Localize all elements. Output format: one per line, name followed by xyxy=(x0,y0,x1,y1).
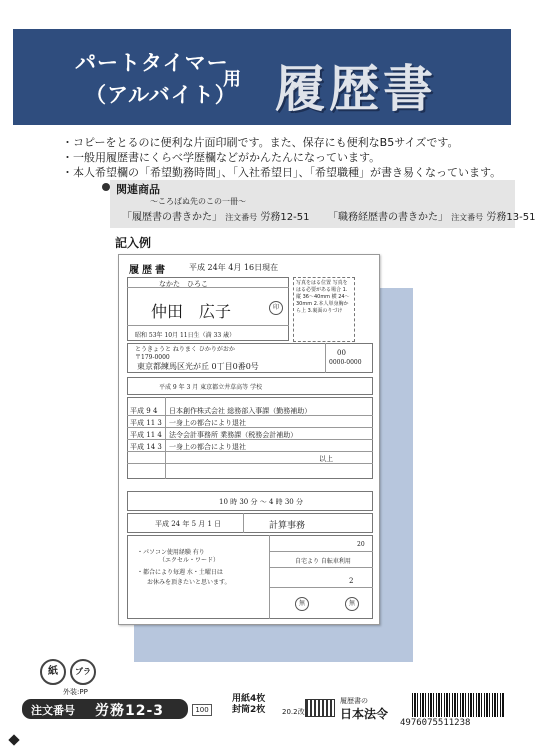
desired-hours: 10 時 30 分 〜 4 時 30 分 xyxy=(219,498,303,506)
feature-list xyxy=(62,135,501,180)
brand-logo-icon xyxy=(305,699,335,717)
related-item-b-code: 労務13-51 xyxy=(486,212,535,223)
barcode-icon xyxy=(412,693,504,717)
history-row-line xyxy=(127,451,373,452)
related-label: 関連商品 xyxy=(116,183,160,196)
history-text: 一身上の都合により退社 xyxy=(169,419,246,427)
related-item-b-order-label: 注文番号 xyxy=(451,213,484,222)
related-item-a-code: 労務12-51 xyxy=(260,212,310,223)
start-date: 平成 24 年 5 月 1 日 xyxy=(155,520,222,528)
notes-divider xyxy=(269,535,270,619)
history-end: 以上 xyxy=(319,455,333,463)
example-label: 記入例 xyxy=(115,236,152,250)
history-row: 平成 11 4 xyxy=(130,431,162,439)
birth-divider xyxy=(127,325,289,326)
related-item-a-title: 「履歴書の書きかた」 xyxy=(122,212,222,223)
price-code: 100 xyxy=(192,704,212,716)
barcode-number: 4976075511238 xyxy=(400,718,471,728)
history-row: 平成 9 4 xyxy=(130,407,158,415)
plastic-recycle-icon: プラ xyxy=(70,659,96,685)
desired-job: 計算事務 xyxy=(269,521,306,531)
phone-area: 00 xyxy=(337,349,346,357)
birth-date: 昭和 53年 10月 11日生（満 33 歳） xyxy=(135,332,236,339)
spec-sheets: 用紙4枚 xyxy=(232,694,266,704)
related-item-b xyxy=(328,208,535,223)
related-products xyxy=(110,180,535,228)
phone-number: 0000-0000 xyxy=(329,359,362,366)
history-text: 法令会計事務所 業務課（税務会計補助） xyxy=(169,431,298,439)
history-text: 一身上の都合により退社 xyxy=(169,443,246,451)
order-label: 注文番号 xyxy=(31,704,75,717)
side-row-line xyxy=(269,567,373,568)
related-item-b-title: 「職務経歴書の書きかた」 xyxy=(328,212,448,223)
package-spec xyxy=(232,694,265,716)
feature-item: ・本人希望欄の「希望勤務時間」、「入社希望日」、「希望職種」が書き易くなっています。 xyxy=(62,166,502,179)
title-banner xyxy=(13,29,511,125)
spouse-mark-icon: 無 xyxy=(295,597,309,611)
history-divider xyxy=(165,397,166,479)
history-text: 日本創作株式会社 総務部入事課（勤務補助） xyxy=(169,407,312,415)
diamond-mark-icon xyxy=(8,734,19,745)
history-row-line xyxy=(127,427,373,428)
note-line: ・パソコン使用経験 有り xyxy=(137,549,205,556)
address-kana: とうきょうと ねりまく ひかりがおか xyxy=(135,346,235,353)
paper-recycle-icon: 紙 xyxy=(40,659,66,685)
feature-item: ・一般用履歴書にくらべ学歴欄などがかんたんになっています。 xyxy=(62,151,381,164)
furigana-name: なかた ひろこ xyxy=(159,280,208,288)
history-row: 平成 14 3 xyxy=(130,443,162,451)
seal-stamp-icon: 印 xyxy=(269,301,283,315)
history-row-line xyxy=(127,463,373,464)
start-divider xyxy=(243,513,244,533)
order-code: 労務12-3 xyxy=(95,703,165,719)
form-date: 平成 24年 4月 16日現在 xyxy=(189,263,279,272)
form-title: 履歴書 xyxy=(129,265,168,276)
address-divider xyxy=(325,343,326,373)
note-line: （エクセル・ワード） xyxy=(159,557,220,564)
dependents: 2 xyxy=(349,577,354,585)
commute-time: 20 xyxy=(357,541,365,548)
name-divider xyxy=(127,287,289,288)
sample-form xyxy=(118,254,380,625)
related-item-a-order-label: 注文番号 xyxy=(225,213,258,222)
postal-code: 〒179-0000 xyxy=(135,354,170,361)
banner-title: 履歴書 xyxy=(275,59,437,118)
bullet-dot-icon xyxy=(102,183,110,191)
brand-tagline: 履歴書の xyxy=(340,697,368,705)
banner-suffix: 用 xyxy=(223,69,241,90)
address: 東京都練馬区光が丘 0丁目0番0号 xyxy=(137,362,259,371)
history-row: 平成 11 3 xyxy=(130,419,162,427)
nearest-station: 自宅より 自転車利用 xyxy=(295,558,351,565)
spec-envelopes: 封筒2枚 xyxy=(232,705,266,715)
banner-subtitle-line1: パートタイマー xyxy=(75,51,229,75)
side-row-line xyxy=(269,551,373,552)
note-line: お休みを頂きたいと思います。 xyxy=(147,579,231,586)
side-row-line xyxy=(269,587,373,588)
school-entry: 平成 9 年 3 月 東京都立井草高等 学校 xyxy=(159,384,263,391)
related-item-a xyxy=(122,208,309,223)
feature-item: ・コピーをとるのに便利な片面印刷です。また、保存にも便利なB5サイズです。 xyxy=(62,136,459,149)
material-caption: 外装:PP xyxy=(63,688,88,696)
banner-subtitle-line2: （アルバイト） xyxy=(85,83,237,107)
order-badge xyxy=(22,699,188,719)
photo-area: 写真をはる位置 写真をはる必要がある場合 1.縦 36〜40mm 横 24〜30mm 2.本人単身胸から上 3.裏面のりづけ xyxy=(293,277,355,342)
spouse-support-mark-icon: 無 xyxy=(345,597,359,611)
brand-name: 日本法令 xyxy=(340,707,389,721)
applicant-name: 仲田 広子 xyxy=(151,302,232,321)
related-subtitle: 〜ころばぬ先のこの一冊〜 xyxy=(150,197,246,206)
note-line: ・都合により毎週 水・土曜日は xyxy=(137,569,223,576)
revision-code: 20.2改 xyxy=(282,708,305,716)
